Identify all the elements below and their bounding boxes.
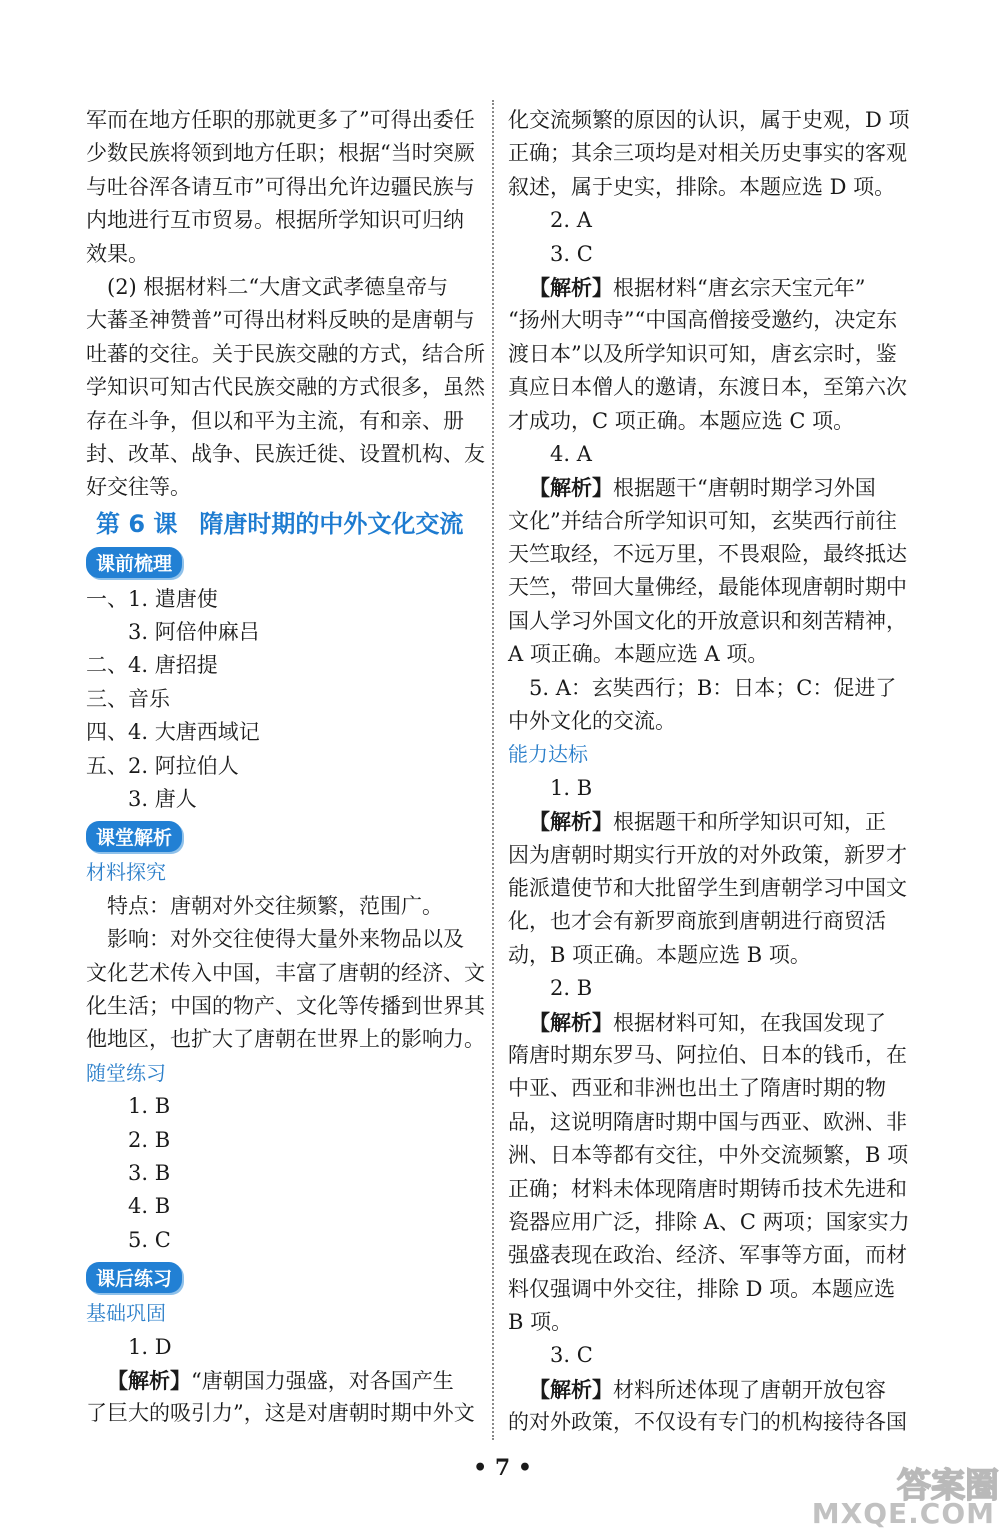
text-line: 正确；材料未体现隋唐时期铸币技术先进和 <box>508 1176 907 1201</box>
text-line: 化生活；中国的物产、文化等传播到世界其 <box>86 993 485 1018</box>
text-line: 吐蕃的交往。关于民族交融的方式，结合所 <box>86 341 485 366</box>
section-tag-label: 课后练习 <box>86 1262 182 1293</box>
watermark-url: MXQE.COM <box>811 1497 995 1530</box>
text-line: 洲、日本等都有交往，中外交流频繁，B 项 <box>508 1143 909 1168</box>
text-line: 3. C <box>550 241 593 266</box>
text-line: 天竺，带回大量佛经，最能体现唐朝时期中 <box>508 575 907 600</box>
text-line: 内地进行互市贸易。根据所学知识可归纳 <box>86 208 464 233</box>
text-line: 品，这说明隋唐时期中国与西亚、欧洲、非 <box>508 1109 907 1134</box>
text-line: 动，B 项正确。本题应选 B 项。 <box>508 942 811 967</box>
analysis-label: 【解析】 <box>529 809 613 835</box>
analysis-label: 【解析】 <box>529 475 613 501</box>
left-column <box>86 104 485 1431</box>
right-column <box>508 104 910 1440</box>
lesson-heading <box>96 505 480 543</box>
text-line: 中亚、西亚和非洲也出土了隋唐时期的物 <box>508 1076 886 1101</box>
text-line: 五、2. 阿拉伯人 <box>86 753 239 778</box>
text-line: 文化艺术传入中国，丰富了唐朝的经济、文 <box>86 960 485 985</box>
text-line: 天竺取经，不远万里，不畏艰险，最终抵达 <box>508 542 907 567</box>
analysis-text: 材料所述体现了唐朝开放包容 <box>613 1377 886 1402</box>
text-line: 1. D <box>128 1334 172 1359</box>
text-line: 隋唐时期东罗马、阿拉伯、日本的钱币，在 <box>508 1042 907 1067</box>
text-line: 中外文化的交流。 <box>508 709 676 734</box>
text-line: 好交往等。 <box>86 475 191 500</box>
analysis-text: 根据题干“唐朝时期学习外国 <box>613 476 876 501</box>
text-line: 4. A <box>550 441 592 466</box>
text-line: 5. A：玄奘西行；B：日本；C：促进了 <box>529 675 897 700</box>
text-line: 化，也才会有新罗商旅到唐朝进行商贸活 <box>508 909 886 934</box>
section-tag-label: 课堂解析 <box>86 821 182 852</box>
text-line: 强盛表现在政治、经济、军事等方面，而材 <box>508 1243 907 1268</box>
text-line: 大蕃圣神赞普”可得出材料反映的是唐朝与 <box>86 308 475 333</box>
text-line: 存在斗争，但以和平为主流，有和亲、册 <box>86 408 464 433</box>
section-tag <box>86 543 480 583</box>
text-line: “扬州大明寺”“中国高僧接受邀约，决定东 <box>508 308 898 333</box>
column-divider <box>492 100 494 1440</box>
analysis-text: 根据材料可知，在我国发现了 <box>613 1010 886 1035</box>
text-line: (2) 根据材料二“大唐文武孝德皇帝与 <box>107 274 449 299</box>
text-line: 他地区，也扩大了唐朝在世界上的影响力。 <box>86 1027 485 1052</box>
text-line: 国人学习外国文化的开放意识和刻苦精神， <box>508 608 907 633</box>
text-line: 三、音乐 <box>86 686 170 711</box>
text-line: 少数民族将领到地方任职；根据“当时突厥 <box>86 141 475 166</box>
subsection-heading: 随堂练习 <box>86 1060 166 1085</box>
text-line: 影响：对外交往使得大量外来物品以及 <box>107 927 464 952</box>
text-line: A 项正确。本题应选 A 项。 <box>508 642 769 667</box>
text-line: 5. C <box>128 1227 171 1252</box>
text-line: 3. C <box>550 1343 593 1368</box>
analysis-label: 【解析】 <box>529 274 613 300</box>
page-number: • 7 • <box>473 1455 532 1481</box>
analysis-label: 【解析】 <box>529 1376 613 1402</box>
lesson-number: 第 6 课 <box>96 509 178 538</box>
text-line: 4. B <box>128 1194 171 1219</box>
subsection-heading: 能力达标 <box>508 742 588 767</box>
text-line: B 项。 <box>508 1310 573 1335</box>
analysis-text: 根据题干和所学知识可知，正 <box>613 810 886 835</box>
text-line: 的对外政策，不仅设有专门的机构接待各国 <box>508 1410 907 1435</box>
section-tag-label: 课前梳理 <box>86 547 182 578</box>
text-line <box>508 471 902 504</box>
text-line: 效果。 <box>86 241 149 266</box>
text-line: 才成功，C 项正确。本题应选 C 项。 <box>508 408 855 433</box>
text-line: 正确；其余三项均是对相关历史事实的客观 <box>508 141 907 166</box>
section-tag <box>86 816 480 856</box>
text-line: 一、1. 遣唐使 <box>86 586 218 611</box>
text-line: 2. B <box>128 1127 171 1152</box>
text-line <box>86 1364 480 1397</box>
text-line: 3. 阿倍仲麻吕 <box>128 620 260 645</box>
analysis-text: 根据材料“唐玄宗天宝元年” <box>613 275 866 300</box>
text-line <box>508 1006 902 1039</box>
text-line: 2. B <box>550 976 593 1001</box>
section-tag <box>86 1257 480 1297</box>
text-line <box>508 271 902 304</box>
text-line: 料仅强调中外交往，排除 D 项。本题应选 <box>508 1276 896 1301</box>
watermark-text: 答案圈 <box>897 1466 999 1506</box>
text-line: 因为唐朝时期实行开放的对外政策，新罗才 <box>508 842 907 867</box>
text-line: 1. B <box>128 1094 171 1119</box>
text-line: 军而在地方任职的那就更多了”可得出委任 <box>86 108 475 132</box>
text-line: 学知识可知古代民族交融的方式很多，虽然 <box>86 375 485 400</box>
text-line: 了巨大的吸引力”，这是对唐朝时期中外文 <box>86 1401 475 1426</box>
text-line: 3. 唐人 <box>128 787 197 812</box>
text-line: 二、4. 唐招提 <box>86 653 218 678</box>
text-line: 化交流频繁的原因的认识，属于史观，D 项 <box>508 108 910 132</box>
text-line: 2. A <box>550 208 592 233</box>
text-line: 渡日本”以及所学知识可知，唐玄宗时，鉴 <box>508 341 897 366</box>
text-line <box>508 1373 902 1406</box>
text-line: 与吐谷浑各请互市”可得出允许边疆民族与 <box>86 174 475 199</box>
analysis-text: “唐朝国力强盛，对各国产生 <box>191 1368 454 1393</box>
text-line: 特点：唐朝对外交往频繁，范围广。 <box>107 893 443 918</box>
analysis-label: 【解析】 <box>107 1367 191 1393</box>
text-line: 能派遣使节和大批留学生到唐朝学习中国文 <box>508 875 907 900</box>
text-line: 瓷器应用广泛，排除 A、C 两项；国家实力 <box>508 1209 910 1234</box>
text-line: 3. B <box>128 1160 171 1185</box>
text-line: 真应日本僧人的邀请，东渡日本，至第六次 <box>508 375 907 400</box>
lesson-title: 隋唐时期的中外文化交流 <box>199 509 464 538</box>
subsection-heading: 材料探究 <box>86 860 166 885</box>
text-line <box>508 805 902 838</box>
subsection-heading: 基础巩固 <box>86 1301 166 1326</box>
text-line: 叙述，属于史实，排除。本题应选 D 项。 <box>508 174 896 199</box>
text-line: 封、改革、战争、民族迁徙、设置机构、友 <box>86 441 485 466</box>
text-line: 文化”并结合所学知识可知，玄奘西行前往 <box>508 508 897 533</box>
watermark-logo <box>811 1458 999 1530</box>
text-line: 1. B <box>550 775 593 800</box>
analysis-label: 【解析】 <box>529 1009 613 1035</box>
text-line: 四、4. 大唐西域记 <box>86 720 260 745</box>
